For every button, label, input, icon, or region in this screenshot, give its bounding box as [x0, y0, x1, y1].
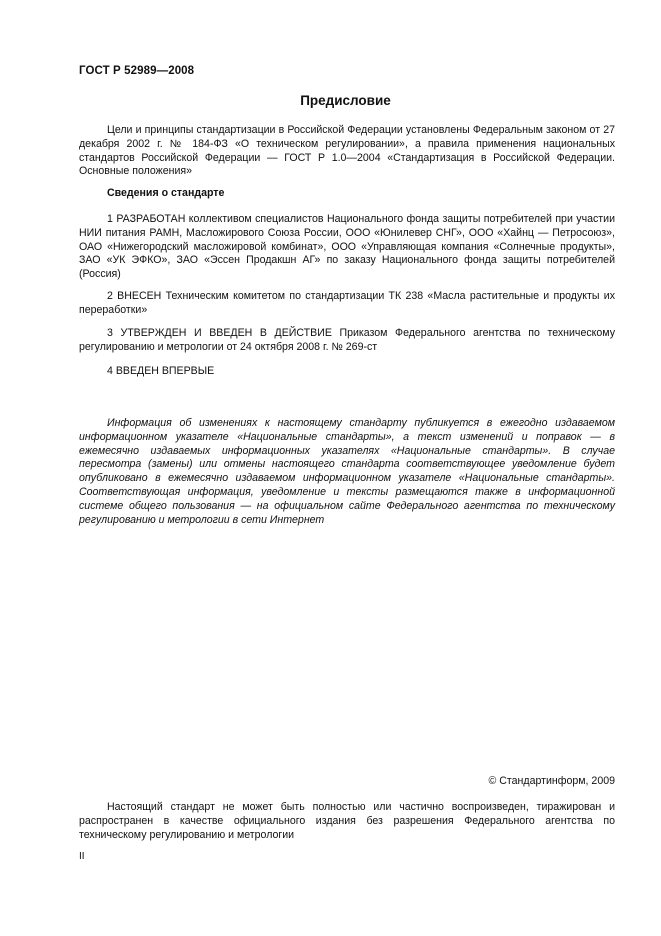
- notice-paragraph: Информация об изменениях к настоящему стандарту публикуется в ежегодно издаваемом информационном указателе «Национальные стандарты», а текст изменений и поправок — в ежемесячно издаваемых информационных указателях «Национальные стандарты». В случае пересмотра (замены) или отмены настоящего стандарта соответствующее уведомление будет опубликовано в ежемесячно издаваемом информационном указателе «Национальные стандарты». Соответствующая информация, уведомление и тексты размещаются также в информационной системе общего пользования — на официальном сайте Федерального агентства по техническому регулированию и метрологии в сети Интернет: [79, 417, 615, 526]
- reproduction-notice: Настоящий стандарт не может быть полностью или частично воспроизведен, тиражирован и распространен в качестве официального издания без разрешения Федерального агентства по техническому регулированию и метрологии: [79, 801, 615, 841]
- item-developed: 1 РАЗРАБОТАН коллективом специалистов Национального фонда защиты потребителей при участии НИИ питания РАМН, Масложирового Союза России, ООО «Юнилевер СНГ», ООО «Хайнц — Петросоюз», ОАО «Нижегородский масложировой комбинат», ООО «Управляющая компания «Солнечные продукты», ЗАО «УК ЭФКО», ЗАО «Эссен Продакшн АГ» по заказу Национального фонда защиты потребителей (Россия): [79, 213, 615, 281]
- item-first-introduced: 4 ВВЕДЕН ВПЕРВЫЕ: [107, 365, 215, 377]
- page-title: [0, 93, 661, 108]
- title-text: Предисловие: [300, 93, 391, 108]
- document-code-header: ГОСТ Р 52989—2008: [79, 65, 195, 77]
- item-approved: 3 УТВЕРЖДЕН И ВВЕДЕН В ДЕЙСТВИЕ Приказом Федерального агентства по техническому регулированию и метрологии от 24 октября 2008 г. № 269-ст: [79, 327, 615, 353]
- page-number: II: [79, 851, 85, 862]
- copyright-line: © Стандартинформ, 2009: [488, 775, 615, 787]
- intro-paragraph: Цели и принципы стандартизации в Российской Федерации установлены Федеральным законом от 27 декабря 2002 г. № 184-ФЗ «О техническом регулировании», а правила применения национальных стандартов Российской Федерации — ГОСТ Р 1.0—2004 «Стандартизация в Российской Федерации. Основные положения»: [79, 124, 615, 178]
- item-introduced-by: 2 ВНЕСЕН Техническим комитетом по стандартизации ТК 238 «Масла растительные и продукты их переработки»: [79, 290, 615, 316]
- info-heading: Сведения о стандарте: [107, 187, 225, 199]
